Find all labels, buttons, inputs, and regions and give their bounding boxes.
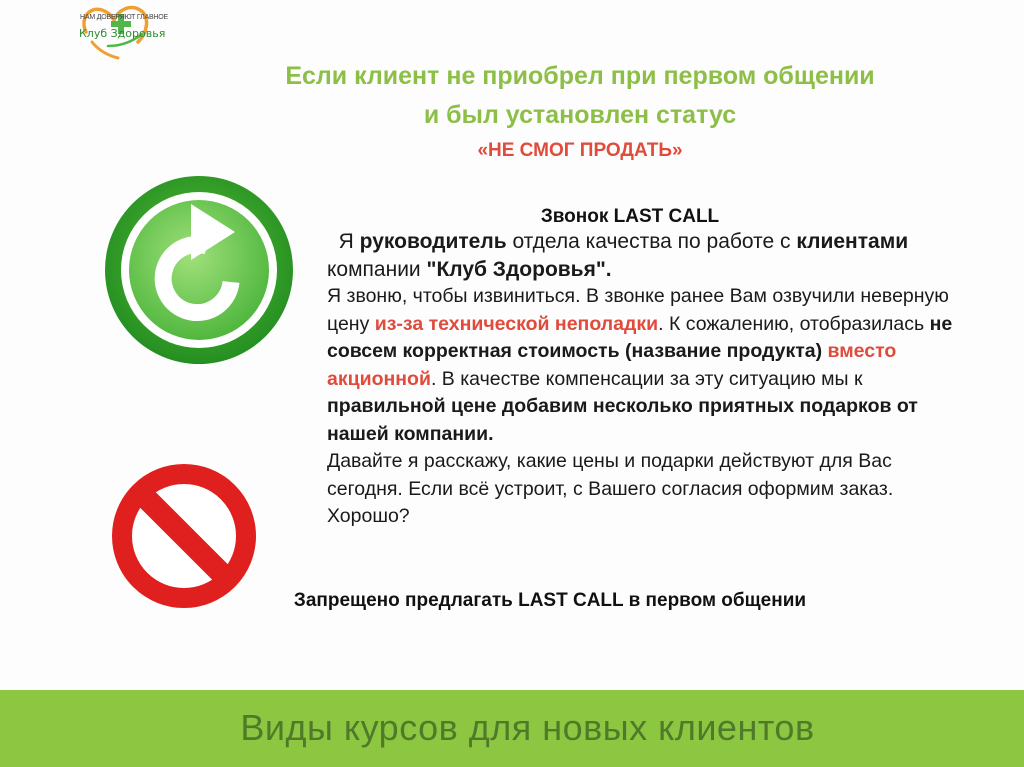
last-call-title: Звонок LAST CALL: [540, 206, 720, 227]
script-text: отдела качества по работе с: [506, 230, 797, 253]
script-apology: [327, 283, 967, 448]
script-intro: [327, 228, 967, 283]
script-bold: руководитель: [359, 230, 507, 253]
script-text: Я звоню, чтобы извиниться. В звонке ранее Вам озвучили неверную цену: [327, 285, 949, 335]
script-bold: "Клуб Здоровья".: [426, 257, 612, 281]
call-script: [327, 228, 967, 531]
forbidden-note: Запрещено предлагать LAST CALL в первом общении: [293, 590, 807, 611]
slide-title-line-1: Если клиент не приобрел при первом общении: [285, 62, 875, 90]
refresh-arrow-icon: [103, 174, 295, 366]
script-highlight: из-за технической неполадки: [374, 312, 659, 335]
script-highlight: вместо акционной: [327, 340, 897, 390]
script-bold: не совсем корректная стоимость (название продукта): [327, 312, 953, 362]
script-bold: правильной цене добавим несколько приятных подарков от нашей компании.: [327, 395, 918, 445]
script-offer: Давайте я расскажу, какие цены и подарки действуют для Вас сегодня. Если всё устроит, с Вашего согласия оформим заказ. Хорошо?: [327, 450, 894, 527]
footer-title: Виды курсов для новых клиентов: [240, 707, 815, 748]
script-text: компании: [327, 257, 427, 281]
logo-tagline: НАМ ДОВЕРЯЮТ ГЛАВНОЕ: [80, 14, 168, 21]
script-text: . В качестве компенсации за эту ситуацию мы к: [430, 367, 863, 390]
script-bold: клиентами: [796, 230, 909, 253]
script-text: Я: [338, 230, 360, 253]
status-label: «НЕ СМОГ ПРОДАТЬ»: [477, 140, 683, 161]
slide-title-line-2: и был установлен статус: [423, 101, 737, 129]
script-text: . К сожалению, отобразилась: [658, 312, 930, 335]
logo-name: Клуб Здоровья: [79, 27, 166, 40]
